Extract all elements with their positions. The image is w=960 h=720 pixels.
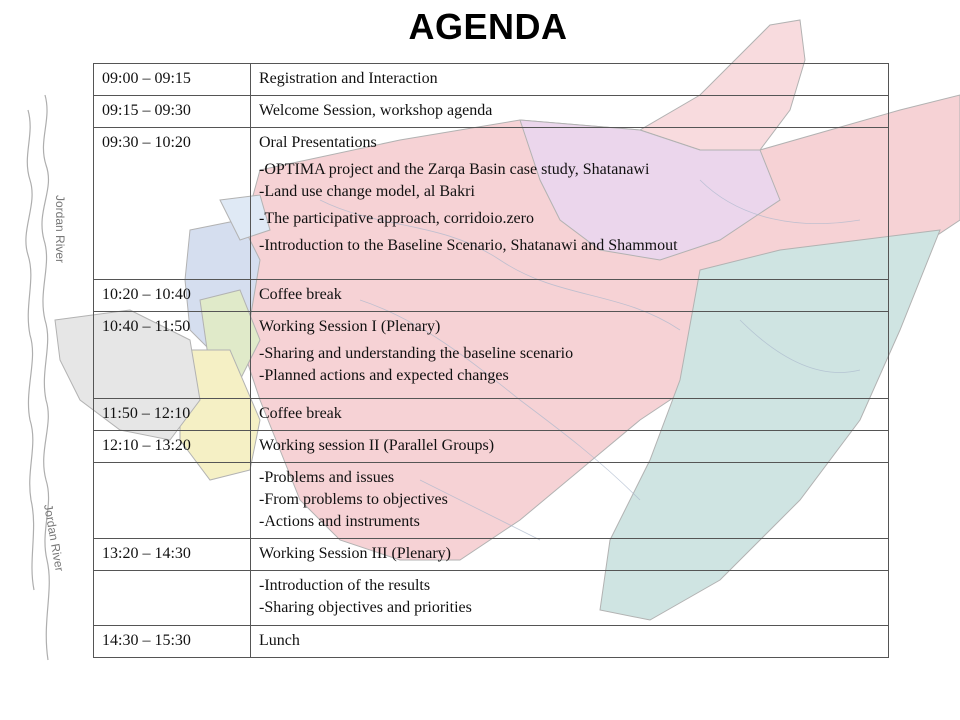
agenda-row <box>94 128 889 280</box>
activity-cell: Working session II (Parallel Groups) <box>251 431 889 463</box>
agenda-row <box>94 571 889 626</box>
activity-cell: Oral Presentations -OPTIMA project and the Zarqa Basin case study, Shatanawi -Land use change model, al Bakri -The participative approach, corridoio.zero -Introduction to the Baseline Scenario, Shatanawi and Shammout <box>251 128 889 280</box>
jordan-river-lines <box>26 95 49 660</box>
activity-cell: Coffee break <box>251 280 889 312</box>
time-cell: 14:30 – 15:30 <box>94 626 251 658</box>
activity-cell: Lunch <box>251 626 889 658</box>
agenda-row <box>94 399 889 431</box>
activity-cell: Working Session III (Plenary) <box>251 539 889 571</box>
time-cell: 09:00 – 09:15 <box>94 64 251 96</box>
time-cell <box>94 571 251 626</box>
agenda-row <box>94 312 889 399</box>
time-cell: 12:10 – 13:20 <box>94 431 251 463</box>
agenda-body <box>94 64 889 658</box>
agenda-table <box>93 63 889 658</box>
agenda-row <box>94 64 889 96</box>
activity-cell: Registration and Interaction <box>251 64 889 96</box>
time-cell: 09:30 – 10:20 <box>94 128 251 280</box>
activity-cell: Coffee break <box>251 399 889 431</box>
jordan-river-label-lower: Jordan River <box>41 503 67 573</box>
time-cell: 09:15 – 09:30 <box>94 96 251 128</box>
agenda-row <box>94 626 889 658</box>
activity-cell: -Introduction of the results -Sharing objectives and priorities <box>251 571 889 626</box>
page-title: AGENDA <box>408 6 568 47</box>
jordan-river-label-upper: Jordan River <box>53 195 67 264</box>
agenda-row <box>94 431 889 463</box>
time-cell: 10:20 – 10:40 <box>94 280 251 312</box>
time-cell <box>94 463 251 539</box>
activity-cell: Working Session I (Plenary) -Sharing and understanding the baseline scenario -Planned actions and expected changes <box>251 312 889 399</box>
agenda-row <box>94 280 889 312</box>
time-cell: 10:40 – 11:50 <box>94 312 251 399</box>
agenda-row <box>94 463 889 539</box>
agenda-row <box>94 539 889 571</box>
time-cell: 13:20 – 14:30 <box>94 539 251 571</box>
activity-cell: -Problems and issues -From problems to objectives -Actions and instruments <box>251 463 889 539</box>
agenda-row <box>94 96 889 128</box>
time-cell: 11:50 – 12:10 <box>94 399 251 431</box>
activity-cell: Welcome Session, workshop agenda <box>251 96 889 128</box>
